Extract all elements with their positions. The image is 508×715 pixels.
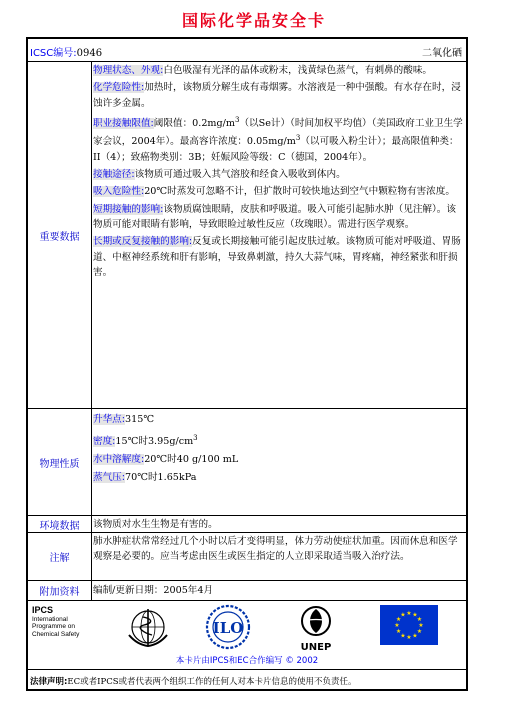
eu-star-icon: ★ xyxy=(416,616,423,623)
additional-info-label: 附加资料 xyxy=(28,581,92,600)
eu-star-icon: ★ xyxy=(400,611,406,619)
icsc-label: ICSC编号:0946 xyxy=(30,48,103,59)
legal-statement: 法律声明:EC或者IPCS或者代表两个组织工作的任何人对本卡片信息的使用不负责任。 xyxy=(30,677,357,687)
exposure-limits-item: 职业接触限值:阈限值：$0.2mg/m^3$（以Se计）（时间加权平均值）（美国政府工业卫生学家会议，2004年）。最高容许浓度：$0.05mg/m^3$（以可吸入粉尘计）；最高限值种类：II（4）；致癌物类别：3B；妊娠风险等级：C（德国，2004年）。 xyxy=(93,115,463,163)
ipcs-logo: IPCS International Programme on Chemical Safety xyxy=(32,605,80,638)
eu-star-icon: ★ xyxy=(418,622,424,629)
notes-label: 注解 xyxy=(28,533,92,580)
who-emblem-icon xyxy=(126,605,170,649)
substance-name: 二氧化硒 xyxy=(422,48,462,59)
logos-row xyxy=(28,601,466,670)
long-term-effects-item: 长期或反复接触的影响:反复或长期接触可能引起皮肤过敏。该物质可能对呼吸道、胃肠道、中枢神经系统和肝有影响，导致鼻刺激，持久大蒜气味，胃疼痛，神经紧张和肝损害。 xyxy=(93,236,461,278)
environment-row xyxy=(28,516,466,533)
density-item: 密度:15℃时$3.95g/cm^3$ xyxy=(93,434,198,448)
physical-properties-row xyxy=(28,409,466,516)
physical-properties-content xyxy=(92,409,466,515)
exposure-route-item: 接触途径:该物质可通过吸入其气溶胶和经食入吸收到体内。 xyxy=(93,169,346,181)
important-data-row xyxy=(28,62,466,409)
eu-flag-icon xyxy=(380,605,438,645)
eu-star-icon: ★ xyxy=(395,616,402,623)
environment-text: 该物质对水生生物是有害的。 xyxy=(93,519,218,530)
inhalation-risk-item: 吸入危险性:20℃时蒸发可忽略不计，但扩散时可较快地达到空气中颗粒物有害浓度。 xyxy=(93,186,455,198)
credit-line: 本卡片由IPCS和EC合作编写 © 2002 xyxy=(175,656,319,666)
additional-info-row xyxy=(28,581,466,601)
water-solubility-item: 水中溶解度:20℃时40 g/100 mL xyxy=(93,454,239,466)
important-data-label: 重要数据 xyxy=(28,62,92,408)
ilo-emblem-icon xyxy=(204,603,252,651)
unep-emblem-icon xyxy=(292,603,340,655)
vapor-pressure-item: 蒸气压:70℃时1.65kPa xyxy=(93,472,197,484)
eu-star-icon: ★ xyxy=(416,628,423,635)
eu-star-icon: ★ xyxy=(395,628,402,635)
physical-properties-label: 物理性质 xyxy=(28,409,92,515)
notes-text: 肺水肿症状常常经过几个小时以后才变得明显，体力劳动使症状加重。因而休息和医学观察是必要的。应当考虑由医生或医生指定的人立即采取适当吸入治疗法。 xyxy=(93,536,458,562)
icsc-header-row xyxy=(28,39,466,62)
environment-label: 环境数据 xyxy=(28,516,92,532)
eu-star-icon: ★ xyxy=(400,632,406,640)
short-term-effects-item: 短期接触的影响:该物质腐蚀眼睛，皮肤和呼吸道。吸入可能引起肺水肿（见注解）。该物质可能对眼睛有影响，导致眼睑过敏性反应（玫瑰眼）。需进行医学观察。 xyxy=(93,203,456,231)
important-data-content xyxy=(92,62,466,408)
eu-star-icon: ★ xyxy=(406,634,412,641)
svg-text:UNEP: UNEP xyxy=(300,642,332,653)
safety-card xyxy=(26,37,468,691)
eu-star-icon: ★ xyxy=(412,611,418,619)
eu-star-icon: ★ xyxy=(406,610,412,617)
svg-text:ILO: ILO xyxy=(212,619,244,637)
sublimation-point-item: 升华点:315℃ xyxy=(93,414,155,425)
chemical-danger-item: 化学危险性:加热时，该物质分解生成有毒烟雾。水溶液是一种中强酸。有水存在时，浸蚀许多金属。 xyxy=(93,82,461,109)
physical-state-item: 物理状态、外观:白色吸湿有光泽的晶体或粉末，浅黄绿色蒸气，有刺鼻的酸味。 xyxy=(93,65,433,76)
eu-star-icon: ★ xyxy=(394,622,400,629)
eu-star-icon: ★ xyxy=(412,632,418,640)
additional-info-text: 编制/更新日期：2005年4月 xyxy=(93,585,214,596)
notes-row xyxy=(28,533,466,581)
card-title: 国际化学品安全卡 xyxy=(181,11,326,30)
icsc-number: 0946 xyxy=(76,48,103,59)
